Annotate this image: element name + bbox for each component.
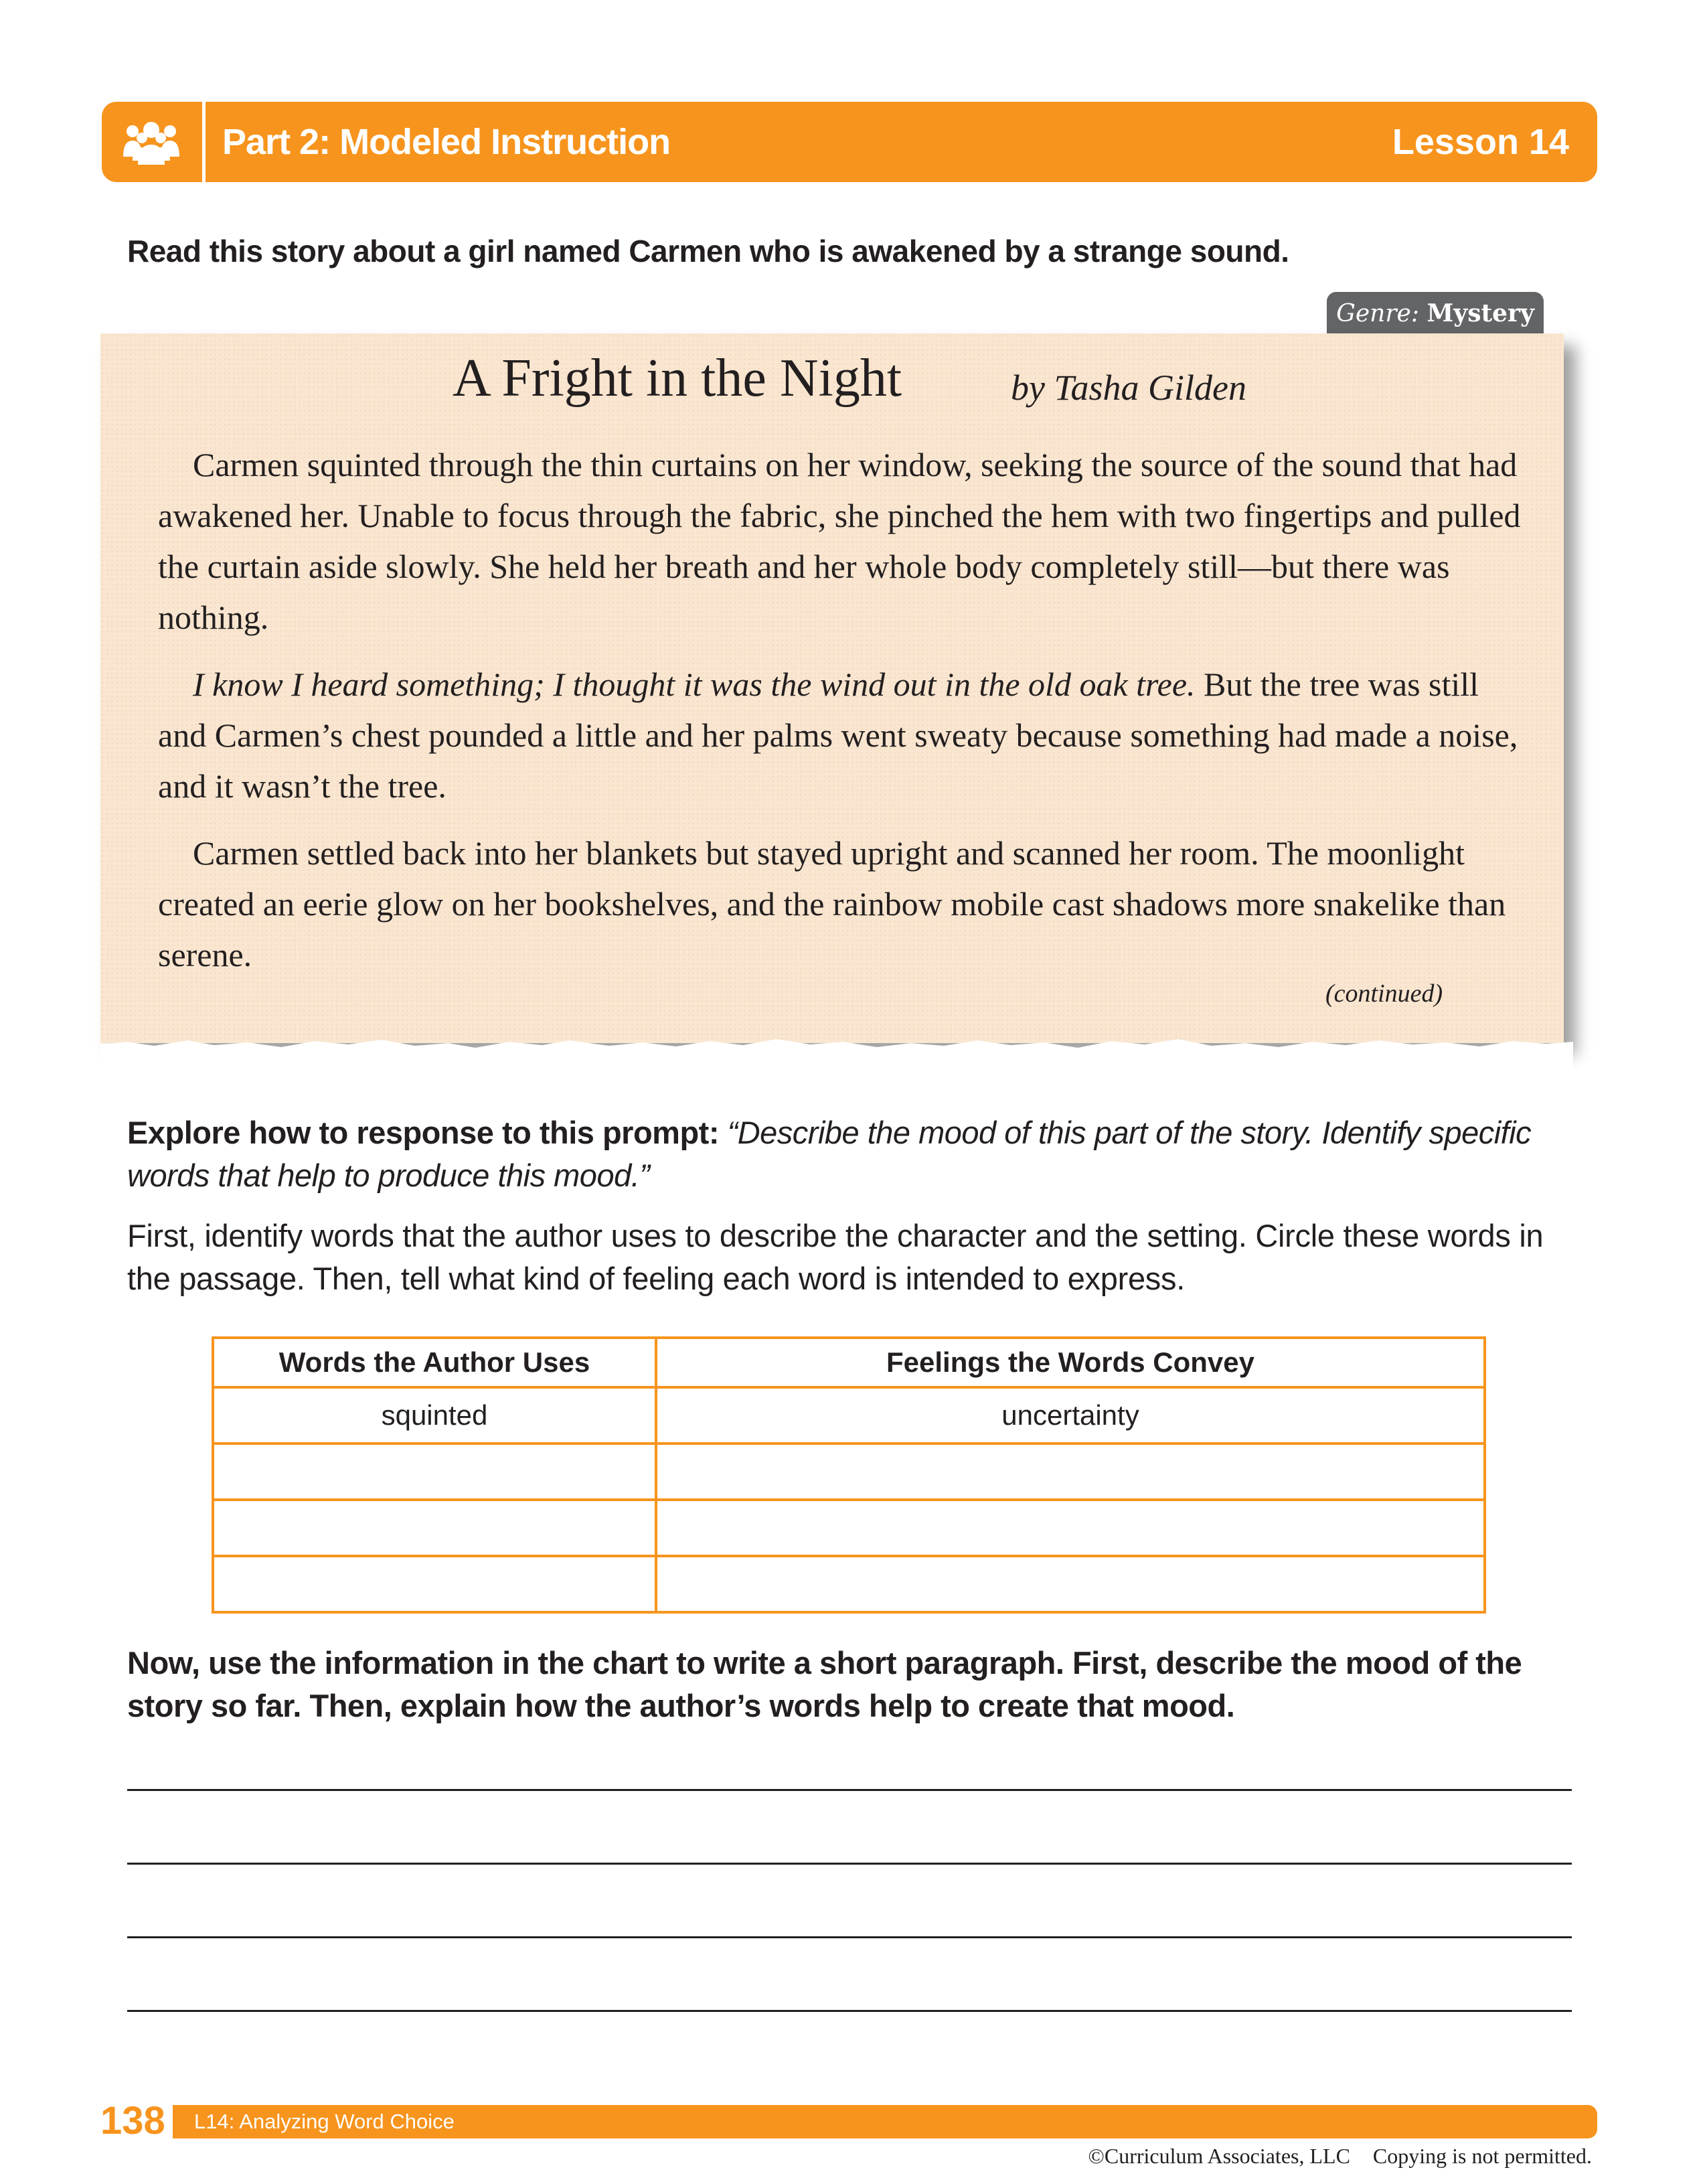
table-row xyxy=(213,1500,1485,1556)
chart-cell-feeling[interactable] xyxy=(656,1500,1485,1556)
chart-header-words: Words the Author Uses xyxy=(213,1338,656,1387)
table-row xyxy=(213,1387,1485,1444)
part-title: Part 2: Modeled Instruction xyxy=(222,122,671,162)
writing-line[interactable] xyxy=(127,2010,1572,2012)
lesson-label: Lesson 14 xyxy=(1392,122,1569,162)
genre-value: Mystery xyxy=(1427,299,1534,327)
chart-header-feelings: Feelings the Words Convey xyxy=(656,1338,1485,1387)
writing-line[interactable] xyxy=(127,1789,1572,1791)
chart-cell-word[interactable] xyxy=(213,1444,656,1500)
copyright-text: ©Curriculum Associates, LLC xyxy=(1088,2144,1350,2168)
copyright-line xyxy=(1088,2140,1592,2172)
prompt-question: “Describe the mood of this part of the story. Identify specific words that help to produce this mood.” xyxy=(127,1115,1532,1193)
story-paragraph xyxy=(158,659,1530,811)
prompt-text xyxy=(127,1111,1566,1197)
header-divider xyxy=(202,102,206,182)
writing-prompt: Now, use the information in the chart to write a short paragraph. First, describe the mood of the story so far. Then, explain how the author’s words help to create that mood. xyxy=(127,1645,1522,1723)
word-feelings-chart xyxy=(212,1336,1486,1614)
story-paragraph: Carmen settled back into her blankets but stayed upright and scanned her room. The moonlight created an eerie glow on her bookshelves, and the rainbow mobile cast shadows more snakelike than serene. xyxy=(158,834,1506,973)
italic-thought: I know I heard something; I thought it was the wind out in the old oak tree. xyxy=(193,666,1196,703)
instructions-text: First, identify words that the author uses to describe the character and the setting. Circle these words in the passage. Then, tell what kind of feeling each word is intended to express. xyxy=(127,1218,1544,1296)
chart-cell-feeling[interactable] xyxy=(656,1556,1485,1612)
chart-cell-feeling[interactable] xyxy=(656,1444,1485,1500)
story-paragraph: Carmen squinted through the thin curtains on her window, seeking the source of the sound that had awakened her. Unable to focus through the fabric, she pinched the hem with two fingertips and pulled the curtain aside slowly. She held her breath and her whole body completely still—but there was nothing. xyxy=(158,446,1521,636)
group-people-icon xyxy=(102,102,201,182)
intro-text: Read this story about a girl named Carmen who is awakened by a strange sound. xyxy=(127,234,1289,268)
footer-lesson-label: L14: Analyzing Word Choice xyxy=(194,2110,455,2133)
writing-line[interactable] xyxy=(127,1936,1572,1938)
paragraph-text: But the tree was still and Carmen’s chest pounded a little and her palms went sweaty because something had made a noise, and it wasn’t the tree. xyxy=(158,666,1518,805)
table-row xyxy=(213,1556,1485,1612)
writing-line[interactable] xyxy=(127,1863,1572,1865)
chart-cell-feeling[interactable]: uncertainty xyxy=(656,1387,1485,1444)
table-row xyxy=(213,1444,1485,1500)
chart-header-row xyxy=(213,1338,1485,1387)
genre-tag xyxy=(1327,292,1544,335)
torn-edge xyxy=(100,1031,1573,1071)
genre-label: Genre: xyxy=(1336,300,1419,327)
prompt-lead: Explore how to response to this prompt: xyxy=(127,1115,719,1150)
page-number: 138 xyxy=(100,2099,165,2142)
chart-cell-word[interactable] xyxy=(213,1556,656,1612)
copy-notice: Copying is not permitted. xyxy=(1372,2144,1592,2168)
continued-label: (continued) xyxy=(1325,980,1443,1008)
chart-cell-word[interactable] xyxy=(213,1500,656,1556)
story-author: by Tasha Gilden xyxy=(1011,368,1247,408)
chart-cell-word[interactable]: squinted xyxy=(213,1387,656,1444)
story-title: A Fright in the Night xyxy=(453,349,902,408)
